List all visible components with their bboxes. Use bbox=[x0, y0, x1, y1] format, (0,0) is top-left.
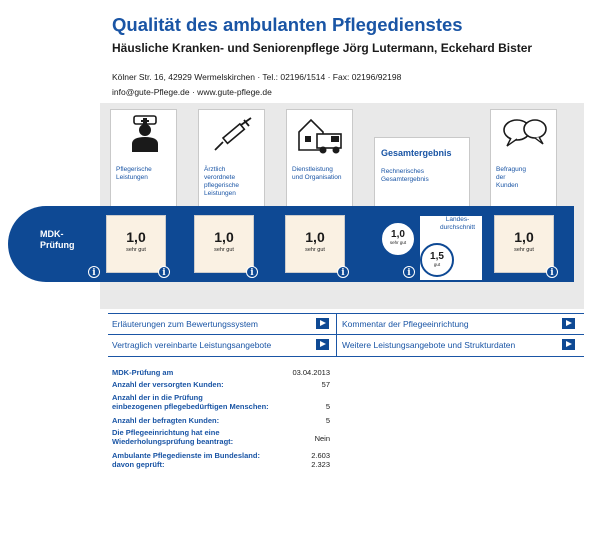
fact-label: Die Pflegeeinrichtung hat eine Wiederholungsprüfung beantragt: bbox=[112, 428, 234, 446]
nurse-icon bbox=[125, 114, 165, 154]
score-dienstleistung: 1,0 sehr gut bbox=[285, 215, 345, 273]
link-bewertungssystem[interactable]: Erläuterungen zum Bewertungssystem bbox=[112, 319, 258, 329]
landes-label: Landes- durchschnitt bbox=[440, 216, 476, 231]
arrow-right-icon[interactable] bbox=[562, 318, 575, 329]
fact-value: 5 bbox=[325, 402, 330, 411]
info-icon[interactable]: i bbox=[546, 266, 558, 278]
fact-label: Ambulante Pflegedienste im Bundesland: davon geprüft: bbox=[112, 451, 260, 469]
category-card-aerztlich[interactable]: Ärztlich verordnete pflegerische Leistungen bbox=[198, 109, 265, 209]
fact-value: 03.04.2013 bbox=[292, 368, 330, 377]
syringe-icon bbox=[211, 116, 255, 154]
gesamtergebnis-title: Gesamtergebnis bbox=[381, 148, 452, 158]
divider bbox=[108, 334, 584, 335]
score-befragung: 1,0 sehr gut bbox=[494, 215, 554, 273]
overall-score-circle: 1,0 sehr gut bbox=[380, 221, 416, 257]
page-title: Qualität des ambulanten Pflegedienstes bbox=[112, 14, 463, 35]
fact-label: Anzahl der versorgten Kunden: bbox=[112, 380, 224, 389]
contact-line: info@gute-Pflege.de · www.gute-pflege.de bbox=[112, 87, 272, 97]
score-pflege: 1,0 sehr gut bbox=[106, 215, 166, 273]
arrow-right-icon[interactable] bbox=[316, 339, 329, 350]
speech-bubbles-icon bbox=[501, 116, 549, 154]
divider bbox=[108, 356, 584, 357]
category-card-pflege[interactable]: Pflegerische Leistungen bbox=[110, 109, 177, 209]
link-kommentar[interactable]: Kommentar der Pflegeeinrichtung bbox=[342, 319, 469, 329]
divider bbox=[336, 313, 337, 357]
fact-label: Anzahl der in die Prüfung einbezogenen pflegebedürftigen Menschen: bbox=[112, 393, 269, 411]
info-icon[interactable]: i bbox=[246, 266, 258, 278]
category-card-dienstleistung[interactable]: Dienstleistung und Organisation bbox=[286, 109, 353, 209]
divider bbox=[108, 313, 584, 314]
provider-name: Häusliche Kranken- und Seniorenpflege Jörg Lutermann, Eckehard Bister bbox=[112, 41, 533, 55]
fact-value: 57 bbox=[321, 380, 330, 389]
info-icon[interactable]: i bbox=[88, 266, 100, 278]
gesamtergebnis-card[interactable]: Gesamtergebnis Rechnerisches Gesamtergebnis bbox=[374, 137, 470, 209]
mdk-label: MDK- Prüfung bbox=[40, 229, 75, 250]
fact-value: Nein bbox=[314, 434, 330, 443]
info-icon[interactable]: i bbox=[403, 266, 415, 278]
arrow-right-icon[interactable] bbox=[562, 339, 575, 350]
info-icon[interactable]: i bbox=[158, 266, 170, 278]
fact-label: Anzahl der befragten Kunden: bbox=[112, 416, 220, 425]
score-aerztlich: 1,0 sehr gut bbox=[194, 215, 254, 273]
link-leistungsangebote[interactable]: Vertraglich vereinbarte Leistungsangebote bbox=[112, 340, 272, 350]
landes-score-circle: 1,5 gut bbox=[420, 243, 454, 277]
house-car-icon bbox=[297, 116, 345, 156]
address-line: Kölner Str. 16, 42929 Wermelskirchen · Tel.: 02196/1514 · Fax: 02196/92198 bbox=[112, 72, 402, 82]
arrow-right-icon[interactable] bbox=[316, 318, 329, 329]
link-strukturdaten[interactable]: Weitere Leistungsangebote und Strukturdaten bbox=[342, 340, 516, 350]
category-card-befragung[interactable]: Befragung der Kunden bbox=[490, 109, 557, 209]
fact-value: 2.603 2.323 bbox=[311, 451, 330, 469]
fact-label: MDK-Prüfung am bbox=[112, 368, 174, 377]
info-icon[interactable]: i bbox=[337, 266, 349, 278]
fact-value: 5 bbox=[325, 416, 330, 425]
